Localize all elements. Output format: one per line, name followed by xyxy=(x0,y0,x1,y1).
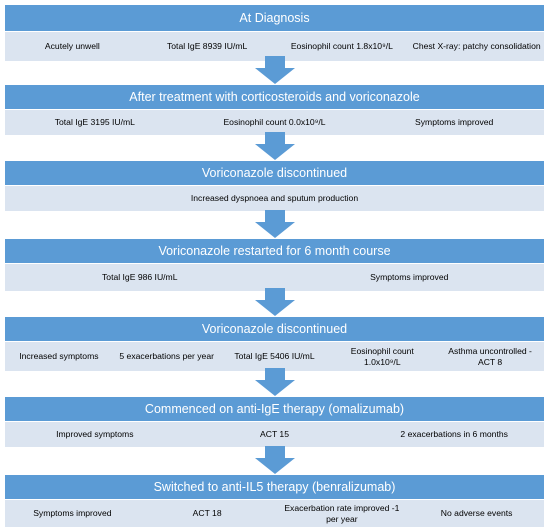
stage-0-header xyxy=(4,4,545,32)
stage-5-details xyxy=(4,422,545,448)
stage-2-item-0: Increased dyspnoea and sputum production xyxy=(190,193,359,203)
stage-3-item-0: Total IgE 986 IU/mL xyxy=(102,272,178,282)
stage-4-title: Voriconazole discontinued xyxy=(201,322,348,336)
stage-4-item-1: 5 exacerbations per year xyxy=(119,351,214,361)
stage-0-item-1: Total IgE 8939 IU/mL xyxy=(166,41,248,51)
stage-1-header xyxy=(4,84,545,110)
stage-4-item-0: Increased symptoms xyxy=(19,351,99,361)
stage-6-header xyxy=(4,474,545,500)
stage-1-item-1: Eosinophil count 0.0x10⁹/L xyxy=(223,117,326,127)
stage-4-header xyxy=(4,316,545,342)
stage-6-item-3: No adverse events xyxy=(440,508,513,518)
stage-0-title: At Diagnosis xyxy=(239,11,310,25)
stage-5-item-2: 2 exacerbations in 6 months xyxy=(400,429,508,439)
stage-6-details xyxy=(4,500,545,528)
stage-5-item-1: ACT 15 xyxy=(260,429,289,439)
stage-4-item-3: Eosinophil count 1.0x10⁹/L xyxy=(350,345,414,367)
stage-3-header xyxy=(4,238,545,264)
down-arrow-icon xyxy=(255,446,295,474)
stage-6-item-1: ACT 18 xyxy=(192,508,222,518)
stage-5-header xyxy=(4,396,545,422)
stage-2-details xyxy=(4,186,545,212)
stage-1-title: After treatment with corticosteroids and voriconazole xyxy=(129,90,420,104)
stage-6-item-0: Symptoms improved xyxy=(33,508,112,518)
stage-5-title: Commenced on anti-IgE therapy (omalizumab) xyxy=(144,402,405,416)
stage-1-item-2: Symptoms improved xyxy=(415,117,494,127)
stage-0-item-2: Eosinophil count 1.8x10⁹/L xyxy=(290,41,393,51)
stage-6-item-2: Exacerbation rate improved -1 per year xyxy=(284,502,400,524)
stage-0-item-0: Acutely unwell xyxy=(44,41,100,51)
stage-1-item-0: Total IgE 3195 IU/mL xyxy=(54,117,135,127)
stage-3-title: Voriconazole restarted for 6 month course xyxy=(158,244,391,258)
stage-3-item-1: Symptoms improved xyxy=(370,272,449,282)
stage-0-item-3: Chest X-ray: patchy consolidation xyxy=(412,41,541,51)
stage-5-item-0: Improved symptoms xyxy=(56,429,134,439)
stage-6-title: Switched to anti-IL5 therapy (benralizumab) xyxy=(153,480,396,494)
down-arrow-icon xyxy=(255,288,295,316)
stage-4-item-4: Asthma uncontrolled - ACT 8 xyxy=(448,345,532,367)
stage-2-header xyxy=(4,160,545,186)
down-arrow-icon xyxy=(255,56,295,84)
stage-4-item-2: Total IgE 5406 IU/mL xyxy=(234,351,315,361)
down-arrow-icon xyxy=(255,210,295,238)
down-arrow-icon xyxy=(255,132,295,160)
down-arrow-icon xyxy=(255,368,295,396)
stage-2-title: Voriconazole discontinued xyxy=(201,166,348,180)
